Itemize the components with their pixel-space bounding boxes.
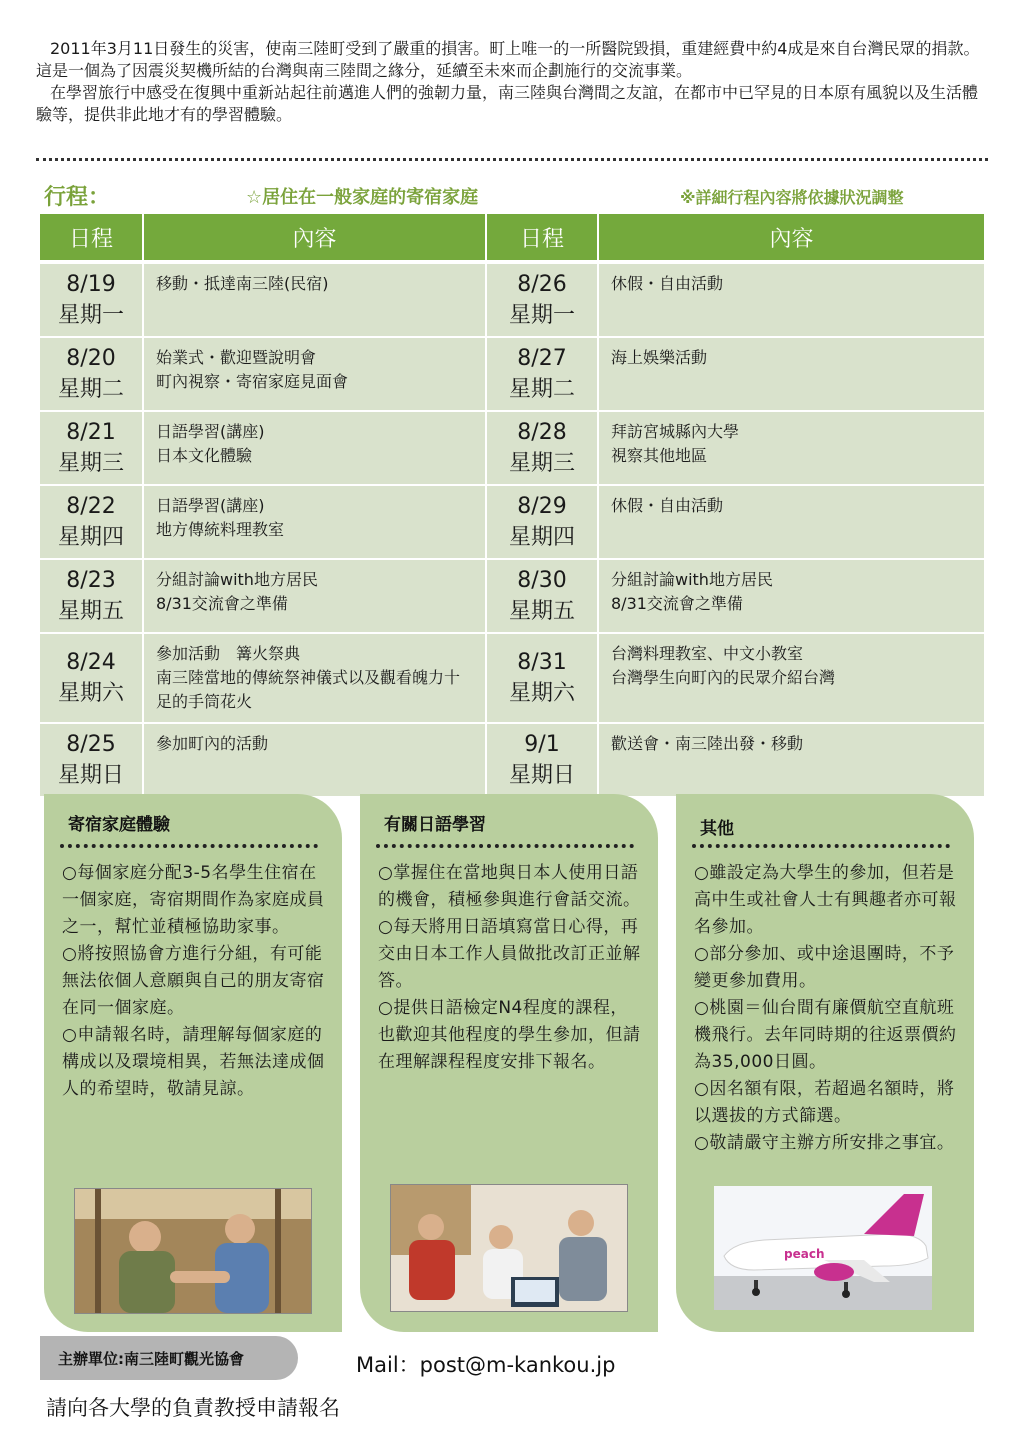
date-cell	[40, 264, 144, 336]
panel-item: ○桃園＝仙台間有廉價航空直航班機飛行。去年同時期的往返票價約為35,000日圓。	[694, 998, 957, 1072]
intro-text	[36, 38, 986, 126]
date-cell	[40, 338, 144, 410]
date: 8/30	[517, 568, 567, 593]
content-cell: 休假・自由活動	[599, 264, 986, 336]
date-cell	[40, 560, 144, 632]
panel-japanese-study	[360, 794, 658, 1332]
table-row	[40, 484, 986, 558]
schedule-table	[40, 214, 986, 796]
table-row	[40, 632, 986, 722]
table-row	[40, 722, 986, 796]
weekday: 星期四	[57, 525, 124, 550]
dotted-divider	[36, 158, 988, 161]
weekday: 星期四	[508, 525, 575, 550]
panel-title: 其他	[700, 819, 734, 839]
header-date-1: 日程	[40, 214, 144, 260]
content-cell: 台灣料理教室、中文小教室 台灣學生向町內的民眾介紹台灣	[599, 634, 986, 722]
date: 8/29	[517, 494, 567, 519]
date-cell	[487, 560, 599, 632]
content-cell: 始業式・歡迎暨說明會 町內視察・寄宿家庭見面會	[144, 338, 487, 410]
weekday: 星期二	[508, 377, 575, 402]
panel-item: ○每個家庭分配3-5名學生住宿在一個家庭，寄宿期間作為家庭成員之一，幫忙並積極協助家事。	[62, 863, 325, 937]
date: 9/1	[524, 732, 560, 757]
weekday: 星期日	[508, 763, 575, 788]
homestay-note: ☆居住在一般家庭的寄宿家庭	[246, 187, 479, 208]
content-cell: 分組討論with地方居民 8/31交流會之準備	[599, 560, 986, 632]
intro-paragraph-2: 在學習旅行中感受在復興中重新站起往前邁進人們的強韌力量，南三陸與台灣間之友誼，在都市中已罕見的日本原有風貌以及生活體驗等，提供非此地才有的學習體驗。	[36, 83, 979, 124]
date: 8/21	[66, 420, 116, 445]
date: 8/20	[66, 346, 116, 371]
date-cell	[487, 338, 599, 410]
panel-title: 有關日語學習	[384, 815, 486, 835]
content-cell: 休假・自由活動	[599, 486, 986, 558]
panel-item: ○提供日語檢定N4程度的課程，也歡迎其他程度的學生參加，但請在理解課程程度安排下報名。	[378, 998, 641, 1072]
table-row	[40, 336, 986, 410]
header-content-2: 內容	[599, 214, 986, 260]
date-cell	[487, 724, 599, 796]
table-row	[40, 262, 986, 336]
panel-body	[378, 860, 642, 1076]
table-row	[40, 410, 986, 484]
date: 8/19	[66, 272, 116, 297]
panel-divider	[60, 844, 318, 848]
date: 8/24	[66, 650, 116, 675]
weekday: 星期六	[508, 681, 575, 706]
header-date-2: 日程	[487, 214, 599, 260]
date: 8/28	[517, 420, 567, 445]
content-cell: 拜訪宮城縣內大學 視察其他地區	[599, 412, 986, 484]
weekday: 星期五	[57, 599, 124, 624]
panel-item: ○部分參加、或中途退團時，不予變更參加費用。	[694, 944, 955, 991]
date: 8/31	[517, 650, 567, 675]
homestay-photo	[74, 1188, 312, 1314]
weekday: 星期三	[508, 451, 575, 476]
weekday: 星期五	[508, 599, 575, 624]
date-cell	[487, 264, 599, 336]
panel-divider	[692, 844, 950, 848]
intro-paragraph-1: 2011年3月11日發生的災害，使南三陸町受到了嚴重的損害。町上唯一的一所醫院毀損，重建經費中約4成是來自台灣民眾的捐款。這是一個為了因震災契機所結的台灣與南三陸間之緣分，延續至未來而企劃施行的交流事業。	[36, 39, 980, 80]
table-header-row	[40, 214, 986, 260]
content-cell: 海上娛樂活動	[599, 338, 986, 410]
plane-logo: peach	[784, 1247, 825, 1261]
date-cell	[40, 724, 144, 796]
schedule-heading	[40, 180, 990, 212]
panel-homestay	[44, 794, 342, 1332]
content-cell: 參加活動 篝火祭典 南三陸當地的傳統祭神儀式以及觀看魄力十足的手筒花火	[144, 634, 487, 722]
panel-item: ○掌握住在當地與日本人使用日語的機會，積極參與進行會話交流。	[378, 863, 641, 910]
adjustment-note: ※詳細行程內容將依據狀況調整	[680, 188, 904, 207]
date: 8/25	[66, 732, 116, 757]
weekday: 星期三	[57, 451, 124, 476]
weekday: 星期六	[57, 681, 124, 706]
table-body	[40, 262, 986, 796]
panel-title: 寄宿家庭體驗	[68, 815, 170, 835]
content-cell: 歡送會・南三陸出發・移動	[599, 724, 986, 796]
date: 8/22	[66, 494, 116, 519]
panel-item: ○每天將用日語填寫當日心得，再交由日本工作人員做批改訂正並解答。	[378, 917, 641, 991]
content-cell: 日語學習(講座) 日本文化體驗	[144, 412, 487, 484]
date-cell	[487, 412, 599, 484]
table-row	[40, 558, 986, 632]
date-cell	[40, 412, 144, 484]
content-cell: 分組討論with地方居民 8/31交流會之準備	[144, 560, 487, 632]
content-cell: 參加町內的活動	[144, 724, 487, 796]
content-cell: 移動・抵達南三陸(民宿)	[144, 264, 487, 336]
weekday: 星期一	[508, 303, 575, 328]
schedule-label: 行程：	[44, 185, 111, 210]
mail-address: Mail：post@m-kankou.jp	[356, 1353, 616, 1377]
apply-note: 請向各大學的負責教授申請報名	[46, 1396, 340, 1420]
panel-item: ○因名額有限，若超過名額時，將以選拔的方式篩選。	[694, 1079, 955, 1126]
date-cell	[40, 634, 144, 722]
organizer-label: 主辦單位:南三陸町觀光協會	[40, 1336, 298, 1380]
weekday: 星期一	[57, 303, 124, 328]
panel-other	[676, 794, 974, 1332]
date-cell	[487, 486, 599, 558]
date: 8/27	[517, 346, 567, 371]
panel-item: ○申請報名時，請理解每個家庭的構成以及環境相異，若無法達成個人的希望時，敬請見諒。	[62, 1025, 325, 1099]
airplane-photo	[714, 1186, 932, 1310]
weekday: 星期日	[57, 763, 124, 788]
panel-item: ○雖設定為大學生的參加，但若是高中生或社會人士有興趣者亦可報名參加。	[694, 863, 957, 937]
classroom-photo	[390, 1184, 628, 1312]
weekday: 星期二	[57, 377, 124, 402]
date-cell	[40, 486, 144, 558]
panel-body	[694, 860, 958, 1157]
panel-item: ○將按照協會方進行分組，有可能無法依個人意願與自己的朋友寄宿在同一個家庭。	[62, 944, 325, 1018]
date: 8/23	[66, 568, 116, 593]
content-cell: 日語學習(講座) 地方傳統料理教室	[144, 486, 487, 558]
date: 8/26	[517, 272, 567, 297]
panel-divider	[376, 844, 634, 848]
header-content-1: 內容	[144, 214, 487, 260]
panel-body	[62, 860, 326, 1103]
date-cell	[487, 634, 599, 722]
panel-item: ○敬請嚴守主辦方所安排之事宜。	[694, 1133, 955, 1153]
